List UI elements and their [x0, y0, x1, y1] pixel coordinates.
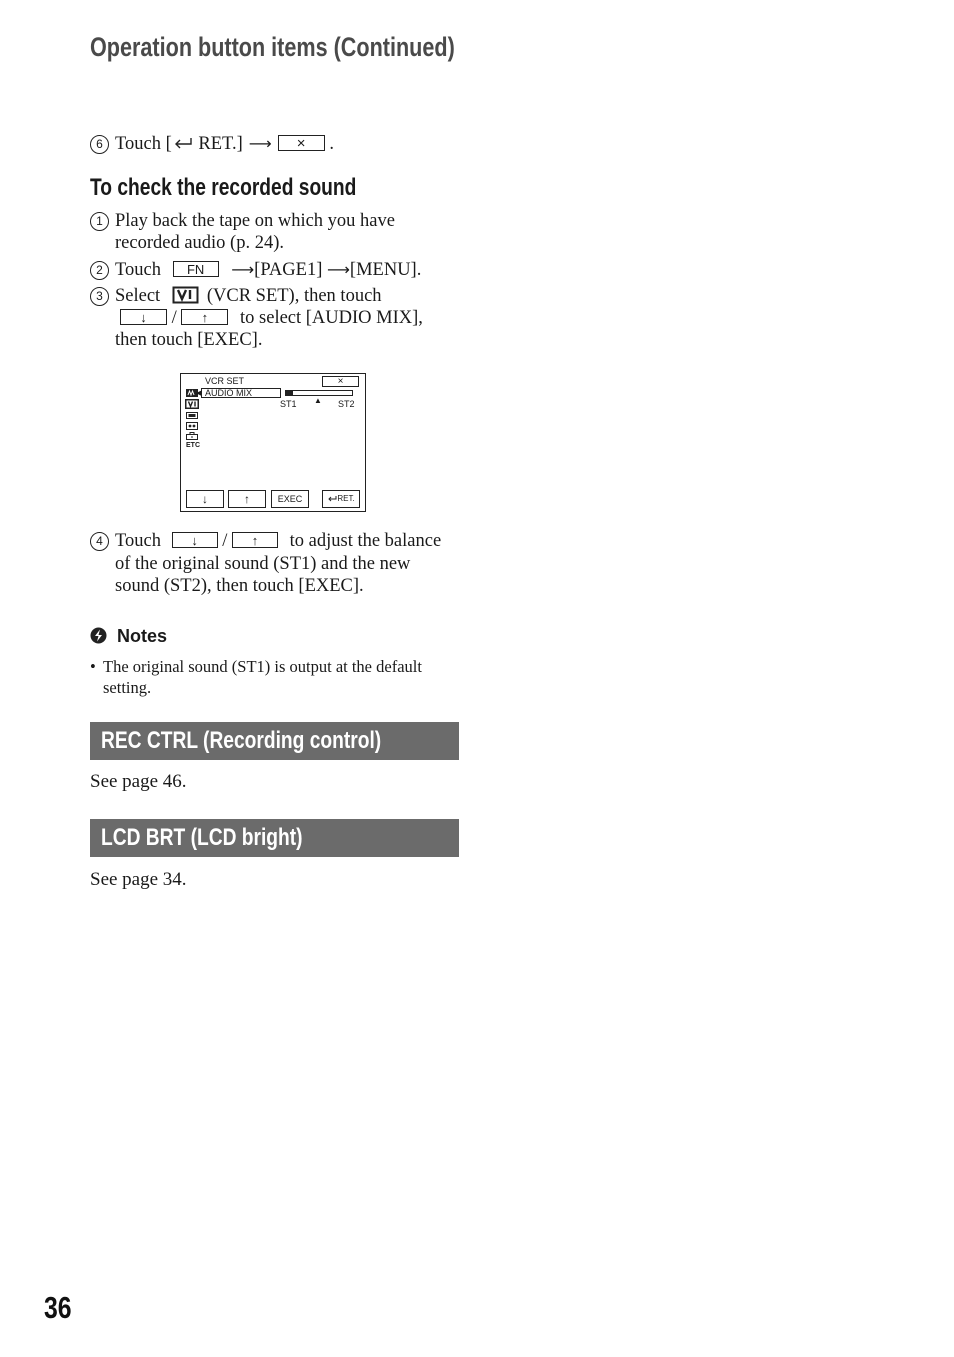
step-number: 2 [90, 261, 109, 280]
step-2-text: Touch FN ⟶[PAGE1] ⟶[MENU]. [115, 260, 422, 280]
lcd-brt-heading: LCD BRT (LCD bright) [90, 819, 459, 857]
step-3-line-3: then touch [EXEC]. [115, 330, 263, 350]
arrow-right-icon: ⟶ [326, 260, 350, 279]
step-4-line-3: sound (ST2), then touch [EXEC]. [115, 576, 364, 596]
step-number: 3 [90, 287, 109, 306]
screen-exec-button[interactable]: EXEC [271, 490, 309, 508]
lcd-menu-icon [186, 412, 198, 420]
step-number: 4 [90, 532, 109, 551]
step-1-line-1: Play back the tape on which you have [115, 211, 395, 231]
pointer-icon: ◀ [196, 390, 202, 397]
down-button[interactable]: ↓ [172, 532, 218, 548]
st1-label: ST1 [280, 399, 297, 409]
page-header-title: Operation button items (Continued) [90, 32, 455, 62]
step-3-line-2: ↓ / ↑ to select [AUDIO MIX], [115, 307, 423, 329]
balance-marker-icon: ▲ [314, 396, 322, 405]
notes-heading: Notes [90, 626, 167, 647]
arrow-right-icon: ⟶ [248, 134, 272, 153]
etc-menu-label: ETC [186, 442, 200, 449]
arrow-right-icon: ⟶ [231, 260, 255, 279]
fn-button[interactable]: FN [173, 261, 219, 277]
notes-bullet-line-2: setting. [103, 678, 152, 697]
return-icon [327, 495, 337, 503]
close-button[interactable]: × [278, 135, 325, 151]
vcr-menu-icon-selected [185, 399, 199, 409]
step-number: 6 [90, 135, 109, 154]
screen-ret-button[interactable]: RET. [322, 490, 360, 508]
notes-bullet-marker: • [90, 657, 96, 676]
setup-menu-icon [186, 432, 198, 440]
audio-mix-item[interactable]: ◀ AUDIO MIX [201, 388, 281, 398]
notes-bullet-line-1: The original sound (ST1) is output at the default [103, 657, 422, 676]
notes-icon [90, 627, 107, 644]
screen-close-button[interactable]: × [322, 376, 359, 387]
page-number: 36 [44, 1290, 72, 1325]
screen-up-button[interactable]: ↑ [228, 490, 266, 508]
step-6-text [115, 133, 334, 155]
vcr-set-screen [180, 373, 366, 512]
section-title: To check the recorded sound [90, 174, 357, 201]
down-button[interactable]: ↓ [120, 309, 167, 325]
step-4-line-2: of the original sound (ST1) and the new [115, 554, 411, 574]
balance-fill [286, 391, 293, 395]
screen-down-button[interactable]: ↓ [186, 490, 224, 508]
page-header [90, 32, 546, 63]
step-number: 1 [90, 212, 109, 231]
step-1-line-2: recorded audio (p. 24). [115, 233, 285, 253]
tape-menu-icon [186, 422, 198, 430]
step-6-text-a: Touch [ [115, 134, 172, 154]
step-3-line-1: Select (VCR SET), then touch [115, 286, 382, 306]
step-6-text-b: RET.] [193, 134, 243, 154]
vcr-set-icon [172, 286, 199, 304]
st2-label: ST2 [338, 399, 355, 409]
rec-ctrl-heading: REC CTRL (Recording control) [90, 722, 459, 760]
step-4-line-1: Touch ↓ / ↑ to adjust the balance [115, 531, 442, 551]
step-6-end: . [329, 134, 334, 154]
lcd-brt-see-page: See page 34. [90, 869, 187, 890]
screen-title: VCR SET [205, 376, 245, 386]
up-button[interactable]: ↑ [181, 309, 228, 325]
rec-ctrl-see-page: See page 46. [90, 771, 187, 792]
return-icon [172, 135, 194, 151]
up-button[interactable]: ↑ [232, 532, 278, 548]
